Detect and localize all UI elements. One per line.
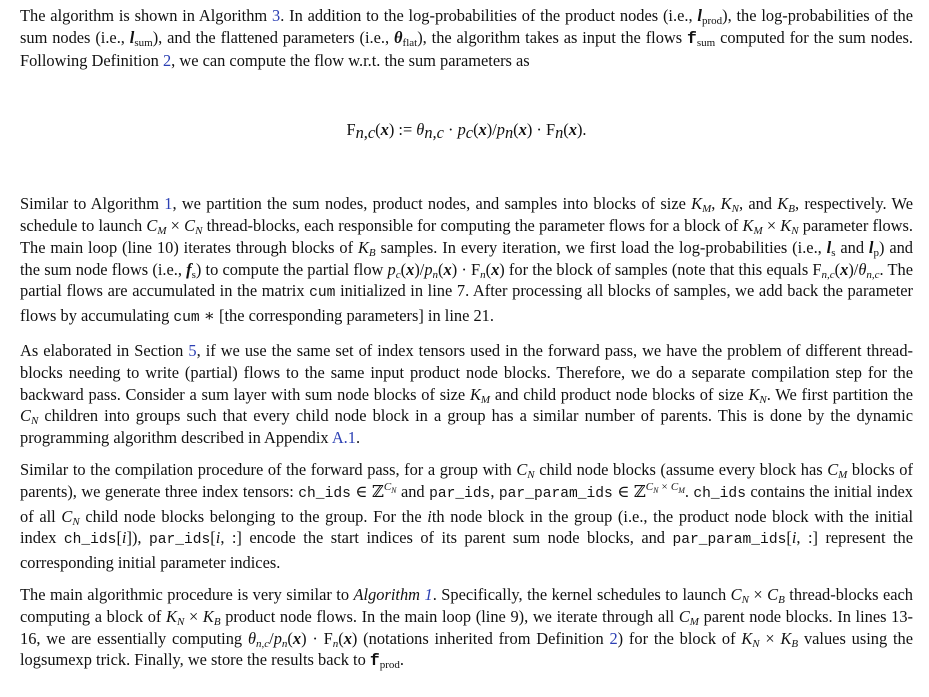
text-span: ) to compute the partial flow: [195, 259, 388, 279]
text-span: initialized in line 7. After processing all blocks of samples, we add back the parameter flows by accumulating: [20, 281, 914, 326]
text-span: Similar to Algorithm: [20, 194, 165, 214]
text-span: , if we use the same set of index tensors used in the forward pass, we have the problem of different thread-blocks needing to write (partial) flows to the same input product node blocks. Therefore, we do a separate compilation step for the backward pass. Consider a sum layer with sum node blocks of size: [20, 340, 913, 404]
text-span: .: [684, 481, 694, 501]
text-span: children into groups such that every child node block in a group has a similar number of parents. This is done by the dynamic programming algorithm described in Appendix: [20, 406, 913, 448]
text-span: contains the initial index of all: [20, 481, 914, 526]
text-span: The main algorithmic procedure is very similar to: [20, 584, 354, 604]
text-span: samples. In every iteration, we first load the log-probabilities (i.e.,: [375, 237, 827, 257]
text-span: and child product node blocks of size: [490, 384, 749, 404]
text-span: represent the corresponding initial parameter indices.: [20, 528, 913, 573]
text-span: child node blocks (assume every block has: [534, 459, 828, 479]
appendix-ref-link[interactable]: A.1: [331, 428, 356, 448]
text-span: par_ids: [429, 485, 491, 502]
algorithm-ref-link[interactable]: 3: [272, 6, 281, 25]
text-span: encode the start indices of its parent sum node blocks, and: [241, 528, 673, 548]
text-span: ch_ids: [298, 485, 351, 502]
algorithm-ref-link[interactable]: 1: [424, 584, 433, 604]
text-span: and: [396, 481, 430, 501]
text-span: As elaborated in Section: [20, 340, 189, 360]
text-span: , we partition the sum nodes, product nodes, and samples into blocks of size: [172, 194, 692, 214]
paragraph-3: As elaborated in Section 5, if we use the same set of index tensors used in the forward pass, we have the problem of different thread-blocks needing to write (partial) flows to the same input product node blocks. Therefore, we do a separate compilation step for the backward pass. Consider a sum layer with sum node blocks of size $K_M$ and child product node blocks of size $K_N$. We first partition the $C_N$ children into groups such that every child node block in a group has a similar number of parents. This is done by the dynamic programming algorithm described in Appendix A.1.: [20, 340, 913, 448]
text-span: ) and the sum node flows (i.e.,: [20, 237, 913, 279]
text-span: (notations inherited from Definition: [357, 628, 610, 648]
text-span: par_param_ids: [672, 532, 787, 549]
text-span: thread-blocks each computing a block of: [20, 584, 914, 626]
text-span: , and: [738, 194, 778, 214]
text-span: values using the logsumexp trick. Finally, we store the results back to: [20, 628, 913, 670]
text-span: par_ids: [148, 532, 211, 549]
text-span: cum: [173, 310, 200, 327]
section-ref-link[interactable]: 5: [188, 340, 197, 360]
text-span: computed for the sum nodes. Following Definition: [20, 27, 914, 70]
paragraph-1: The algorithm is shown in Algorithm 3. In addition to the log-probabilities of the product nodes (i.e., $l_{prod}$), the log-probabilities of the sum nodes (i.e., $l_{sum}$), and the flattened parameters (i.e., $\theta_{flat}$), the algorithm takes as input the flows $f_{sum}$ computed for the sum nodes. Following Definition 2, we can compute the flow w.r.t. the sum parameters as: [20, 6, 914, 70]
text-span: cum: [309, 285, 336, 302]
text-span: Similar to the compilation procedure of the forward pass, for a group with: [20, 459, 517, 479]
text-span: Algorithm: [353, 584, 425, 604]
paragraph-2: Similar to Algorithm 1, we partition the sum nodes, product nodes, and samples into blocks of size $K_M$, $K_N$, and $K_B$, respectively. We schedule to launch $C_M \times C_N$ thread-blocks, each responsible for computing the parameter flows for a block of $K_M \times K_N$ parameter flows. The main loop (line 10) iterates through blocks of $K_B$ samples. In every iteration, we first load the log-probabilities (i.e., $l_s$ and $l_p$) and the sum node flows (i.e., $f_s$) to compute the partial flow $p_c(x)/p_n(x) \cdot F_n(x)$ for the block of samples (note that this equals $F_{n,c}(x)/\theta_{n,c}$. The partial flows are accumulated in the matrix cum initialized in line 7. After processing all blocks of samples, we add back the parameter flows by accumulating cum ∗ [the corresponding parameters] in line 21.: [20, 194, 914, 327]
text-span: thread-blocks, each responsible for computing the parameter flows for a block of: [202, 215, 743, 235]
text-span: blocks of parents), we generate three index tensors:: [20, 459, 913, 501]
text-span: The algorithm is shown in Algorithm: [20, 6, 272, 25]
text-span: ch_ids: [63, 532, 117, 549]
definition-ref-link[interactable]: 2: [162, 50, 172, 70]
text-span: product node flows. In the main loop (line 9), we iterate through all: [220, 606, 679, 626]
text-span: ), the log-probabilities of the sum nodes (i.e.,: [20, 6, 913, 47]
text-span: th node block in the group (i.e., the product node block with the initial index: [20, 506, 913, 548]
text-span: .: [355, 428, 361, 448]
text-span: ), the algorithm takes as input the flows: [417, 27, 687, 47]
text-span: parameter flows. The main loop (line 10) iterates through blocks of: [20, 215, 914, 257]
text-span: [the corresponding parameters] in line 21.: [214, 306, 494, 326]
text-span: , respectively. We schedule to launch: [20, 194, 913, 235]
text-span: , we can compute the flow w.r.t. the sum parameters as: [171, 50, 530, 70]
text-span: . Specifically, the kernel schedules to launch: [432, 584, 731, 604]
text-span: par_param_ids: [498, 485, 613, 502]
text-span: and: [835, 237, 869, 257]
text-span: parent node blocks. In lines 13-16, we are essentially computing: [20, 606, 914, 648]
text-span: child node blocks belonging to the group. For the: [79, 506, 428, 526]
algorithm-ref-link[interactable]: 1: [164, 194, 173, 214]
paragraph-5: The main algorithmic procedure is very similar to Algorithm 1. Specifically, the kernel schedules to launch $C_N \times C_B$ thread-blocks each computing a block of $K_N \times K_B$ product node flows. In the main loop (line 9), we iterate through all $C_M$ parent node blocks. In lines 13-16, we are essentially computing $\theta_{n,c}/p_n(x) \cdot F_n(x)$ (notations inherited from Definition 2) for the block of $K_N \times K_B$ values using the logsumexp trick. Finally, we store the results back to $f_{prod}$.: [20, 584, 914, 672]
text-span: for the block of samples (note that this equals: [504, 259, 813, 279]
text-span: ), and the flattened parameters (i.e.,: [152, 27, 395, 47]
text-span: ch_ids: [693, 485, 746, 502]
text-span: ) for the block of: [617, 628, 742, 648]
text-span: ),: [131, 528, 149, 548]
text-span: . In addition to the log-probabilities of the product nodes (i.e.,: [280, 6, 698, 25]
paragraph-4: Similar to the compilation procedure of the forward pass, for a group with $C_N$ child node blocks (assume every block has $C_M$ blocks of parents), we generate three index tensors: ch_ids ∈ ℤ$^{C_N}$ and par_ids, par_param_ids ∈ ℤ$^{C_N \times C_M}$. ch_ids contains the initial index of all $C_N$ child node blocks belonging to the group. For the ith node block in the group (i.e., the product node block with the initial index ch_ids[i]), par_ids[i, :] encode the start indices of its parent sum node blocks, and par_param_ids[i, :] represent the corresponding initial parameter indices.: [20, 459, 914, 573]
text-span: . The partial flows are accumulated in the matrix: [20, 259, 914, 301]
text-span: . We first partition the: [766, 384, 913, 404]
flow-equation: $F_{n,c}(x)$ := $\theta_{n,c} \cdot p_c(x)/p_n(x) \cdot F_n(x)$.: [346, 120, 587, 143]
definition-ref-link[interactable]: 2: [609, 628, 618, 648]
